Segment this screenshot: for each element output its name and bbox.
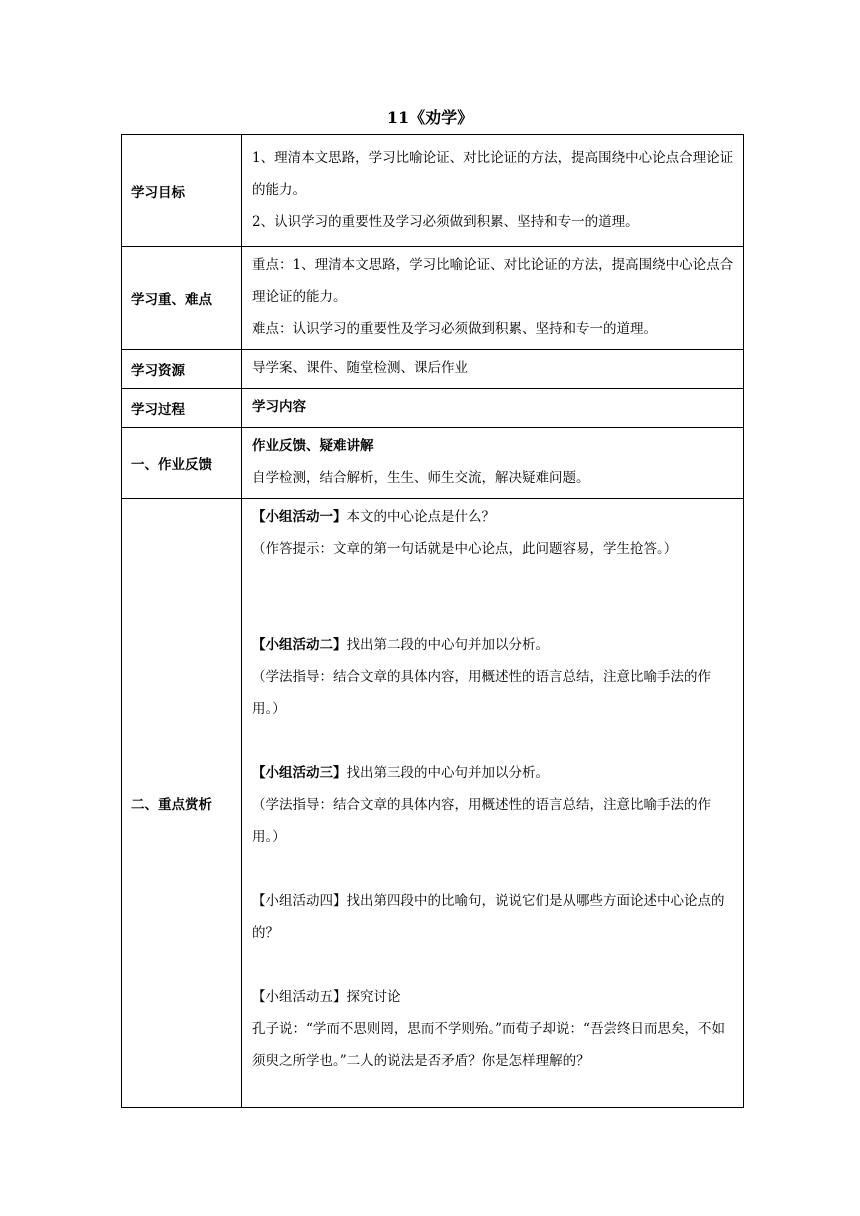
activity-3-question: 找出第三段的中心句并加以分析。: [346, 765, 549, 781]
activity-4: 【小组活动四】找出第四段中的比喻句，说说它们是从哪些方面论述中心论点的的？: [252, 893, 725, 941]
activity-1-hint: （作答提示：文章的第一句话就是中心论点，此问题容易，学生抢答。）: [252, 541, 678, 557]
row-label-feedback: 一、作业反馈: [122, 428, 242, 499]
activity-1-title: 【小组活动一】: [252, 509, 347, 525]
activity-3-title: 【小组活动三】: [252, 765, 347, 781]
row-content-process: 学习内容: [242, 389, 744, 428]
row-label-appreciation: 二、重点赏析: [122, 499, 242, 1108]
lesson-plan-table: [121, 134, 744, 1108]
row-label-goals: 学习目标: [122, 135, 242, 247]
activity-5-title: 【小组活动五】探究讨论: [252, 989, 401, 1005]
feedback-text: 自学检测，结合解析，生生、师生交流，解决疑难问题。: [252, 470, 590, 486]
table-row: [122, 499, 744, 1108]
row-content-goals: [242, 135, 744, 247]
answer-space: [252, 853, 735, 885]
table-row: [122, 389, 744, 428]
activity-1: [252, 501, 735, 533]
activity-5-question: 孔子说：“学而不思则罔，思而不学则殆。”而荀子却说：“吾尝终日而思矣，不如须臾之所学也。”二人的说法是否矛盾？你是怎样理解的？: [252, 1021, 725, 1069]
row-label-resources: 学习资源: [122, 350, 242, 389]
row-label-process: 学习过程: [122, 389, 242, 428]
table-row: [122, 350, 744, 389]
difficult-point: 难点：认识学习的重要性及学习必须做到积累、坚持和专一的道理。: [252, 321, 657, 337]
document-title: 11《劝学》: [386, 108, 474, 127]
row-label-key-points: 学习重、难点: [122, 247, 242, 350]
table-row: [122, 428, 744, 499]
goal-item-1: 1、理清本文思路，学习比喻论证、对比论证的方法，提高围绕中心论点合理论证的能力。: [252, 149, 734, 198]
activity-2-title: 【小组活动二】: [252, 637, 347, 653]
row-content-resources: 导学案、课件、随堂检测、课后作业: [242, 350, 744, 389]
activity-2-hint: （学法指导：结合文章的具体内容，用概述性的语言总结，注意比喻手法的作用。）: [252, 669, 711, 717]
answer-space: [252, 565, 735, 629]
row-content-feedback: [242, 428, 744, 499]
table-row: [122, 247, 744, 350]
activity-3: [252, 757, 735, 789]
activity-2: [252, 629, 735, 661]
row-content-appreciation: [242, 499, 744, 1108]
goal-item-2: 2、认识学习的重要性及学习必须做到积累、坚持和专一的道理。: [252, 213, 639, 230]
row-content-key-points: [242, 247, 744, 350]
activity-1-question: 本文的中心论点是什么？: [346, 509, 495, 525]
answer-space: [252, 725, 735, 757]
key-point: 重点：1、理清本文思路，学习比喻论证、对比论证的方法，提高围绕中心论点合理论证的能力。: [252, 257, 734, 305]
table-row: [122, 135, 744, 247]
answer-space: [252, 949, 735, 981]
activity-3-hint: （学法指导：结合文章的具体内容，用概述性的语言总结，注意比喻手法的作用。）: [252, 797, 711, 845]
feedback-heading: 作业反馈、疑难讲解: [252, 438, 374, 454]
activity-2-question: 找出第二段的中心句并加以分析。: [346, 637, 549, 653]
